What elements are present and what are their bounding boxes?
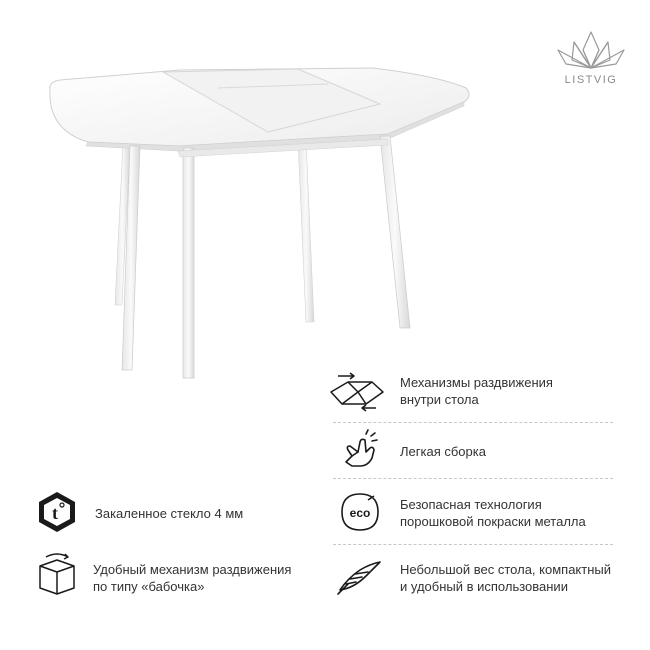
divider xyxy=(333,478,613,479)
feature-line: порошковой покраски металла xyxy=(400,514,586,529)
extension-mechanism-icon xyxy=(328,368,388,412)
feather-icon xyxy=(336,558,384,596)
tempered-glass-icon xyxy=(36,490,78,534)
feature-butterfly-mechanism xyxy=(93,561,291,595)
feature-easy-assembly xyxy=(400,443,486,460)
feature-extension-mechanism xyxy=(400,374,553,408)
feature-line: внутри стола xyxy=(400,392,479,407)
easy-assembly-hand-icon xyxy=(338,428,382,472)
divider xyxy=(333,544,613,545)
butterfly-box-icon xyxy=(34,552,80,598)
feature-line: Механизмы раздвижения xyxy=(400,375,553,390)
feature-lightweight xyxy=(400,561,611,595)
product-image xyxy=(28,50,498,380)
feature-tempered-glass xyxy=(95,505,243,522)
feature-line: Небольшой вес стола, компактный xyxy=(400,562,611,577)
feature-line: и удобный в использовании xyxy=(400,579,568,594)
svg-text:t: t xyxy=(52,503,58,523)
brand-logo xyxy=(552,28,630,86)
lotus-icon xyxy=(552,28,630,72)
brand-name: LISTVIG xyxy=(564,74,618,86)
feature-line: по типу «бабочка» xyxy=(93,579,205,594)
divider xyxy=(333,422,613,423)
feature-line: Легкая сборка xyxy=(400,444,486,459)
svg-text:eco: eco xyxy=(349,506,371,520)
extendable-table-icon xyxy=(28,50,498,380)
feature-line: Закаленное стекло 4 мм xyxy=(95,506,244,521)
feature-eco xyxy=(400,496,586,530)
feature-line: Удобный механизм раздвижения xyxy=(93,562,292,577)
eco-icon xyxy=(338,490,382,534)
feature-line: Безопасная технология xyxy=(400,497,542,512)
